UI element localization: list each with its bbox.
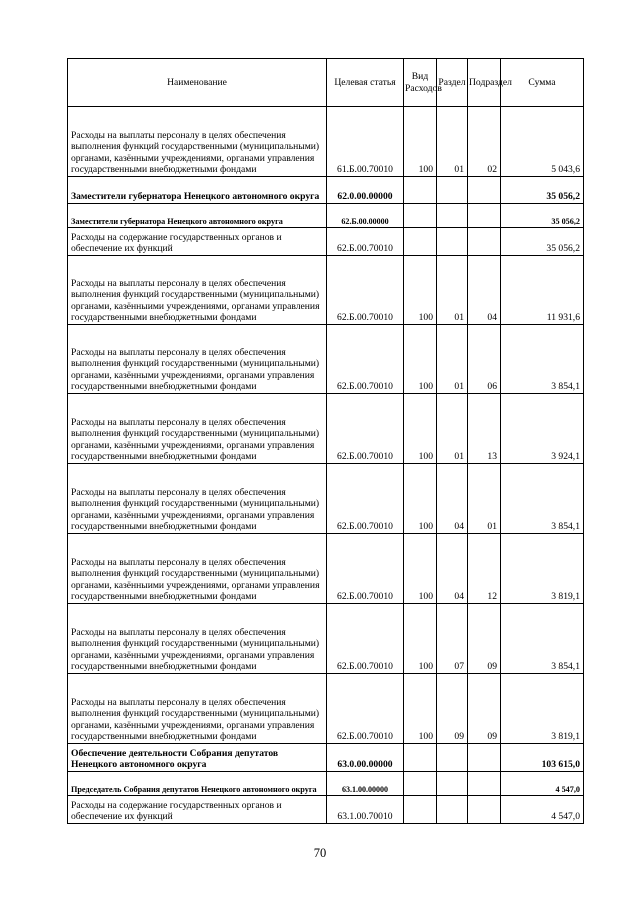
row-target-code: 62.Б.00.70010 xyxy=(327,228,404,256)
row-amount: 35 056,2 xyxy=(501,204,584,228)
row-target-code: 62.0.00.00000 xyxy=(327,177,404,204)
row-target-code: 63.0.00.00000 xyxy=(327,744,404,772)
header-subsection: Подраздел xyxy=(468,59,501,107)
row-expense-type xyxy=(404,796,437,824)
row-expense-type: 100 xyxy=(404,674,437,744)
row-subsection xyxy=(468,177,501,204)
row-target-code: 62.Б.00.70010 xyxy=(327,604,404,674)
header-target-article: Целевая статья xyxy=(327,59,404,107)
table-row xyxy=(68,204,584,228)
row-name: Расходы на выплаты персоналу в целях обеспечения выполнения функций государственными (муниципальными) органами, казёнными учреждениями, органами управления государственными внебюджетными фондами xyxy=(68,325,327,394)
row-name: Заместители губернатора Ненецкого автономного округа xyxy=(68,177,327,204)
row-expense-type: 100 xyxy=(404,534,437,604)
row-name: Расходы на выплаты персоналу в целях обеспечения выполнения функций государственными (муниципальными) органами, казённыими учреждениями, органами управления государственными внебюджетными фондами xyxy=(68,256,327,325)
row-expense-type xyxy=(404,744,437,772)
row-expense-type xyxy=(404,177,437,204)
row-amount: 3 924,1 xyxy=(501,394,584,464)
row-amount: 11 931,6 xyxy=(501,256,584,325)
row-name: Расходы на выплаты персоналу в целях обеспечения выполнения функций государственными (муниципальными) органами, казёнными учреждениями, органами управления государственными внебюджетными фондами xyxy=(68,464,327,534)
row-name: Расходы на выплаты персоналу в целях обеспечения выполнения функций государственными (муниципальными) органами, казёнными учреждениями, органами управления государственными внебюджетными фондами xyxy=(68,394,327,464)
row-subsection: 09 xyxy=(468,604,501,674)
row-amount: 35 056,2 xyxy=(501,177,584,204)
row-name: Расходы на выплаты персоналу в целях обеспечения выполнения функций государственными (муниципальными) органами, казённыими учреждениями, органами управления государственными внебюджетными фондами xyxy=(68,534,327,604)
row-name: Обеспечение деятельности Собрания депутатов Ненецкого автономного округа xyxy=(68,744,327,772)
table-row xyxy=(68,772,584,796)
row-amount: 4 547,0 xyxy=(501,772,584,796)
row-subsection: 06 xyxy=(468,325,501,394)
row-expense-type xyxy=(404,772,437,796)
row-target-code: 62.Б.00.70010 xyxy=(327,534,404,604)
row-target-code: 63.1.00.70010 xyxy=(327,796,404,824)
table-row xyxy=(68,325,584,394)
row-section xyxy=(437,796,468,824)
row-target-code: 62.Б.00.00000 xyxy=(327,204,404,228)
row-amount: 3 819,1 xyxy=(501,674,584,744)
row-target-code: 62.Б.00.70010 xyxy=(327,325,404,394)
header-section: Раздел xyxy=(437,59,468,107)
row-amount: 3 819,1 xyxy=(501,534,584,604)
header-expense-type: Вид Расходов xyxy=(404,59,437,107)
row-target-code: 62.Б.00.70010 xyxy=(327,674,404,744)
row-target-code: 63.1.00.00000 xyxy=(327,772,404,796)
row-section xyxy=(437,772,468,796)
row-subsection xyxy=(468,744,501,772)
row-expense-type: 100 xyxy=(404,107,437,177)
table-row xyxy=(68,107,584,177)
row-section: 01 xyxy=(437,394,468,464)
row-name: Расходы на выплаты персоналу в целях обеспечения выполнения функций государственными (муниципальными) органами, казёнными учреждениями, органами управления государственными внебюджетными фондами xyxy=(68,674,327,744)
row-name: Расходы на содержание государственных органов и обеспечение их функций xyxy=(68,228,327,256)
row-section xyxy=(437,204,468,228)
row-name: Заместители губернатора Ненецкого автономного округа xyxy=(68,204,327,228)
row-expense-type: 100 xyxy=(404,325,437,394)
row-subsection xyxy=(468,228,501,256)
row-amount: 103 615,0 xyxy=(501,744,584,772)
row-expense-type: 100 xyxy=(404,394,437,464)
header-amount: Сумма xyxy=(501,59,584,107)
table-row xyxy=(68,744,584,772)
row-amount: 3 854,1 xyxy=(501,464,584,534)
row-target-code: 62.Б.00.70010 xyxy=(327,464,404,534)
row-section: 04 xyxy=(437,464,468,534)
table-row xyxy=(68,228,584,256)
header-name: Наименование xyxy=(68,59,327,107)
row-section: 04 xyxy=(437,534,468,604)
row-subsection xyxy=(468,772,501,796)
row-name: Расходы на выплаты персоналу в целях обеспечения выполнения функций государственными (муниципальными) органами, казёнными учреждениями, органами управления государственными внебюджетными фондами xyxy=(68,604,327,674)
row-expense-type: 100 xyxy=(404,604,437,674)
row-section: 01 xyxy=(437,325,468,394)
row-subsection: 09 xyxy=(468,674,501,744)
row-amount: 4 547,0 xyxy=(501,796,584,824)
row-subsection xyxy=(468,796,501,824)
table-row xyxy=(68,177,584,204)
row-amount: 5 043,6 xyxy=(501,107,584,177)
row-subsection xyxy=(468,204,501,228)
table-row xyxy=(68,796,584,824)
row-amount: 3 854,1 xyxy=(501,604,584,674)
table-row xyxy=(68,394,584,464)
page-number: 70 xyxy=(313,846,327,860)
row-expense-type xyxy=(404,228,437,256)
table-row xyxy=(68,674,584,744)
row-expense-type: 100 xyxy=(404,464,437,534)
row-amount: 35 056,2 xyxy=(501,228,584,256)
row-subsection: 04 xyxy=(468,256,501,325)
row-target-code: 61.Б.00.70010 xyxy=(327,107,404,177)
row-subsection: 01 xyxy=(468,464,501,534)
table-row xyxy=(68,534,584,604)
row-target-code: 62.Б.00.70010 xyxy=(327,394,404,464)
row-amount: 3 854,1 xyxy=(501,325,584,394)
row-subsection: 02 xyxy=(468,107,501,177)
row-section: 09 xyxy=(437,674,468,744)
row-section: 01 xyxy=(437,107,468,177)
table-row xyxy=(68,464,584,534)
row-section: 07 xyxy=(437,604,468,674)
row-subsection: 12 xyxy=(468,534,501,604)
row-section xyxy=(437,744,468,772)
row-name: Председатель Собрания депутатов Ненецкого автономного округа xyxy=(68,772,327,796)
row-name: Расходы на выплаты персоналу в целях обеспечения выполнения функций государственными (муниципальными) органами, казёнными учреждениями, органами управления государственными внебюджетными фондами xyxy=(68,107,327,177)
row-target-code: 62.Б.00.70010 xyxy=(327,256,404,325)
table-header-row xyxy=(68,59,584,107)
table-row xyxy=(68,256,584,325)
row-section xyxy=(437,177,468,204)
budget-table xyxy=(67,58,584,824)
row-section xyxy=(437,228,468,256)
row-expense-type: 100 xyxy=(404,256,437,325)
row-section: 01 xyxy=(437,256,468,325)
row-name: Расходы на содержание государственных органов и обеспечение их функций xyxy=(68,796,327,824)
row-subsection: 13 xyxy=(468,394,501,464)
table-row xyxy=(68,604,584,674)
row-expense-type xyxy=(404,204,437,228)
